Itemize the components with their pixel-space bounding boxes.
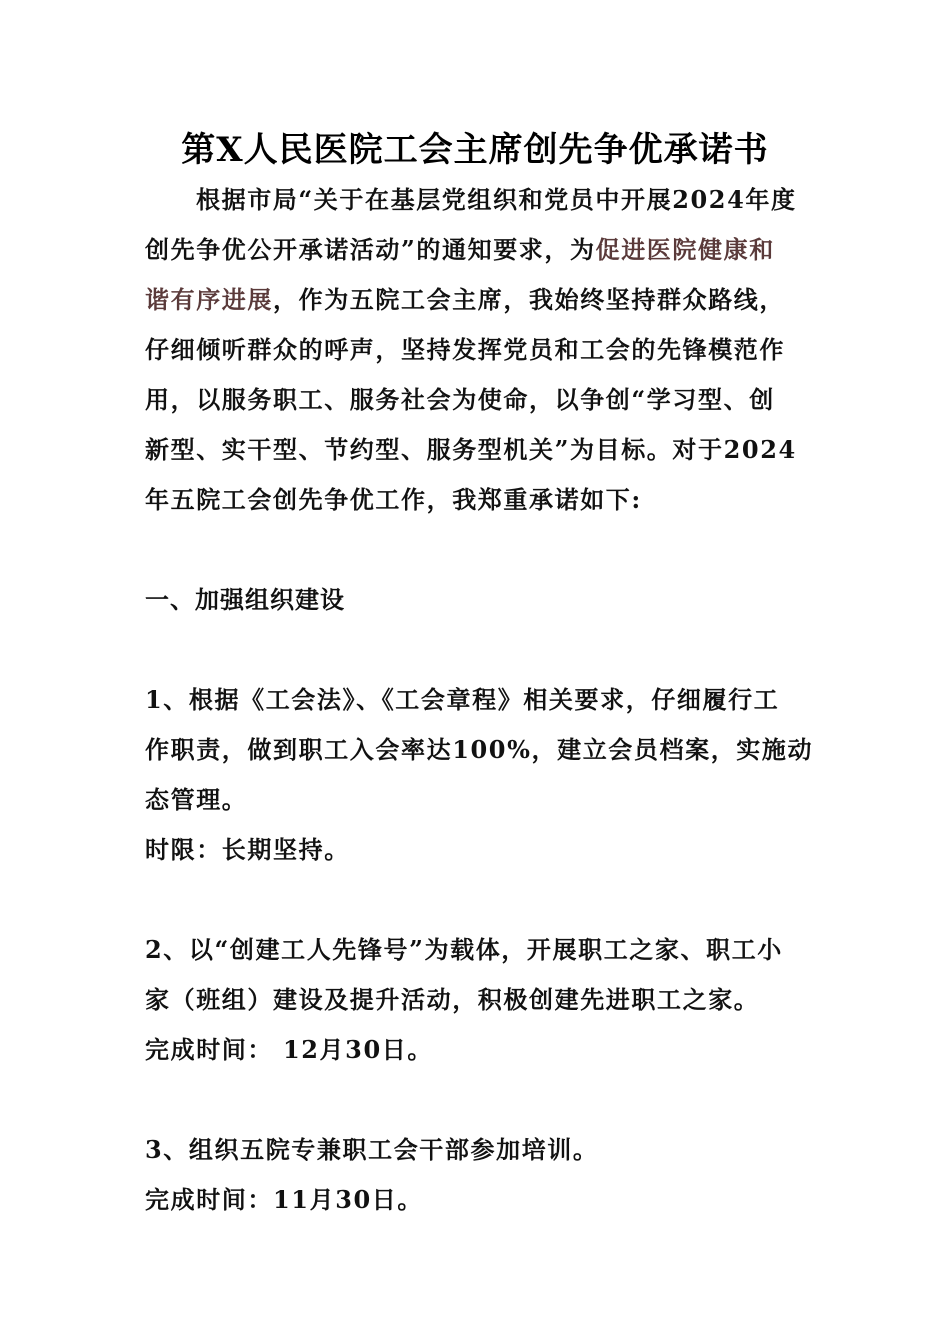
intro-line-3-text: ，作为五院工会主席，我始终坚持群众路线， (273, 285, 785, 314)
intro-line-2-text: 创先争优公开承诺活动”的通知要求，为 (145, 235, 596, 264)
intro-line-6: 新型、实干型、节约型、服务型机关”为目标。对于2024 (145, 435, 797, 464)
intro-line-7: 年五院工会创先争优工作，我郑重承诺如下: (145, 485, 642, 514)
intro-highlight-2: 谐有序进展 (145, 285, 273, 314)
document-title: 第X人民医院工会主席创先争优承诺书 (181, 130, 769, 170)
section-heading-1: 一、加强组织建设 (145, 585, 345, 614)
item-2-line-2: 家（班组）建设及提升活动，积极创建先进职工之家。 (145, 985, 760, 1014)
intro-line-5: 用，以服务职工、服务社会为使命，以争创“学习型、创 (145, 385, 775, 414)
intro-line-2 (145, 232, 815, 268)
item-3-line-1: 3、组织五院专兼职工会干部参加培训。 (145, 1135, 599, 1164)
item-3-deadline: 完成时间：11月30日。 (145, 1185, 423, 1214)
intro-line-4: 仔细倾听群众的呼声，坚持发挥党员和工会的先锋模范作 (145, 335, 785, 364)
item-1-deadline: 时限：长期坚持。 (145, 835, 350, 864)
intro-line-3 (145, 282, 815, 318)
item-1-line-2: 作职责，做到职工入会率达100%，建立会员档案，实施动 (145, 735, 814, 764)
item-1-line-3: 态管理。 (145, 785, 248, 814)
item-2-line-1: 2、以“创建工人先锋号”为载体，开展职工之家、职工小 (145, 935, 783, 964)
item-1-line-1: 1、根据《工会法》、《工会章程》相关要求，仔细履行工 (145, 685, 780, 714)
item-2-deadline: 完成时间： 12月30日。 (145, 1035, 433, 1064)
intro-line-1: 根据市局“关于在基层党组织和党员中开展2024年度 (196, 185, 797, 214)
intro-highlight-1: 促进医院健康和 (595, 235, 775, 264)
